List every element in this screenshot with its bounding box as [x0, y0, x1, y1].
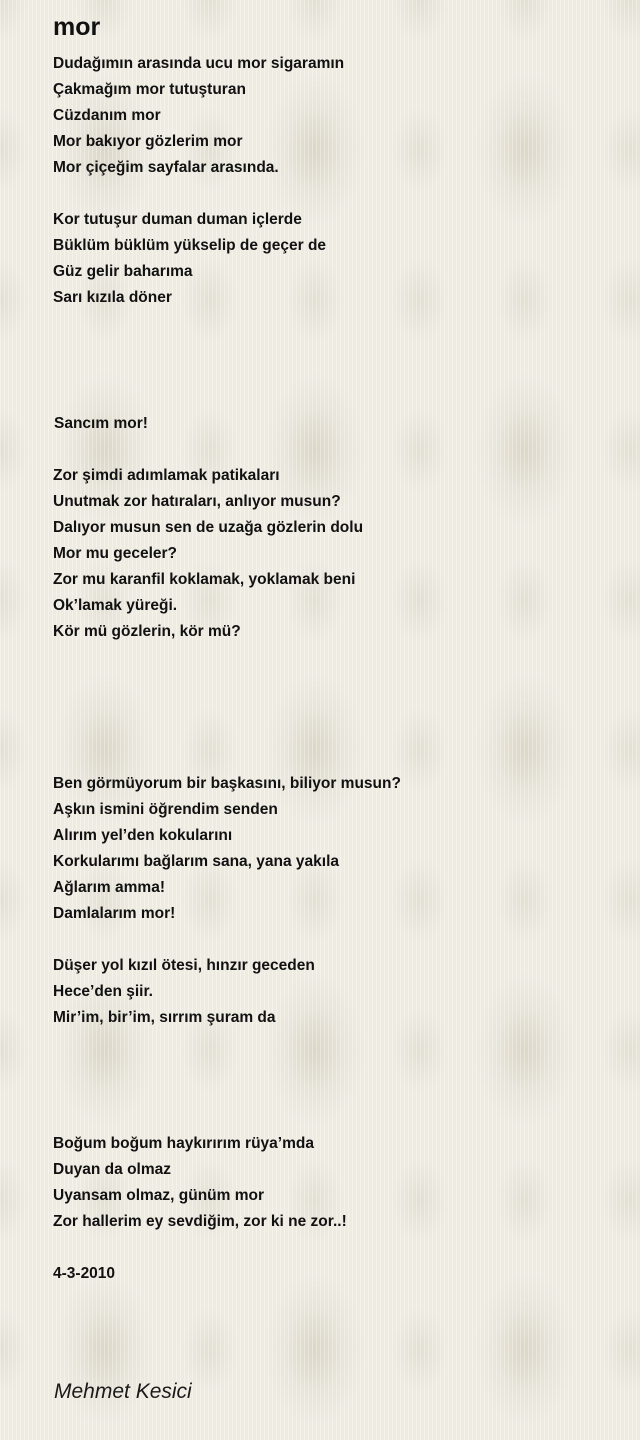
poem-line: Unutmak zor hatıraları, anlıyor musun?	[53, 493, 341, 510]
poem-line: Dudağımın arasında ucu mor sigaramın	[53, 55, 345, 72]
poem-line: Mor çiçeğim sayfalar arasında.	[53, 159, 279, 176]
poem-line: Damlalarım mor!	[53, 905, 176, 922]
poem-line: Uyansam olmaz, günüm mor	[53, 1187, 265, 1204]
poem-line: Ben görmüyorum bir başkasını, biliyor musun?	[53, 775, 401, 792]
poem-line: Duyan da olmaz	[53, 1161, 171, 1178]
poem-line: Korkularımı bağlarım sana, yana yakıla	[53, 853, 340, 870]
poem-line: Büklüm büklüm yükselip de geçer de	[53, 237, 327, 254]
poem-line: Boğum boğum haykırırım rüya’mda	[53, 1135, 314, 1152]
poem-line: Güz gelir baharıma	[53, 263, 193, 280]
poem-line: Alırım yel’den kokularını	[53, 827, 233, 844]
poem-line: Hece’den şiir.	[53, 983, 153, 1000]
poem-line: Dalıyor musun sen de uzağa gözlerin dolu	[53, 519, 364, 536]
poem-line: Ok’lamak yüreği.	[53, 597, 178, 614]
poem-line: Mor mu geceler?	[53, 545, 178, 562]
poem-line: Mir’im, bir’im, sırrım şuram da	[53, 1009, 276, 1026]
poem-line: Sancım mor!	[54, 415, 148, 432]
poem-line: Aşkın ismini öğrendim senden	[53, 801, 278, 818]
poem-line: Kor tutuşur duman duman içlerde	[53, 211, 302, 228]
poem-line: Mor bakıyor gözlerim mor	[53, 133, 243, 150]
poem-line: Sarı kızıla döner	[53, 289, 172, 306]
poem-line: Zor mu karanfil koklamak, yoklamak beni	[53, 571, 356, 588]
poem-title: mor	[53, 13, 101, 41]
poem-line: Zor şimdi adımlamak patikaları	[53, 467, 280, 484]
poem-line: Ağlarım amma!	[53, 879, 165, 896]
poem-line: Çakmağım mor tutuşturan	[53, 81, 246, 98]
poem-line: Cüzdanım mor	[53, 107, 161, 124]
poem-line: Düşer yol kızıl ötesi, hınzır geceden	[53, 957, 315, 974]
poem-date: 4-3-2010	[53, 1265, 116, 1282]
poem-line: Kör mü gözlerin, kör mü?	[53, 623, 241, 640]
poem-author: Mehmet Kesici	[54, 1380, 192, 1403]
poem-line: Zor hallerim ey sevdiğim, zor ki ne zor..!	[53, 1213, 347, 1230]
